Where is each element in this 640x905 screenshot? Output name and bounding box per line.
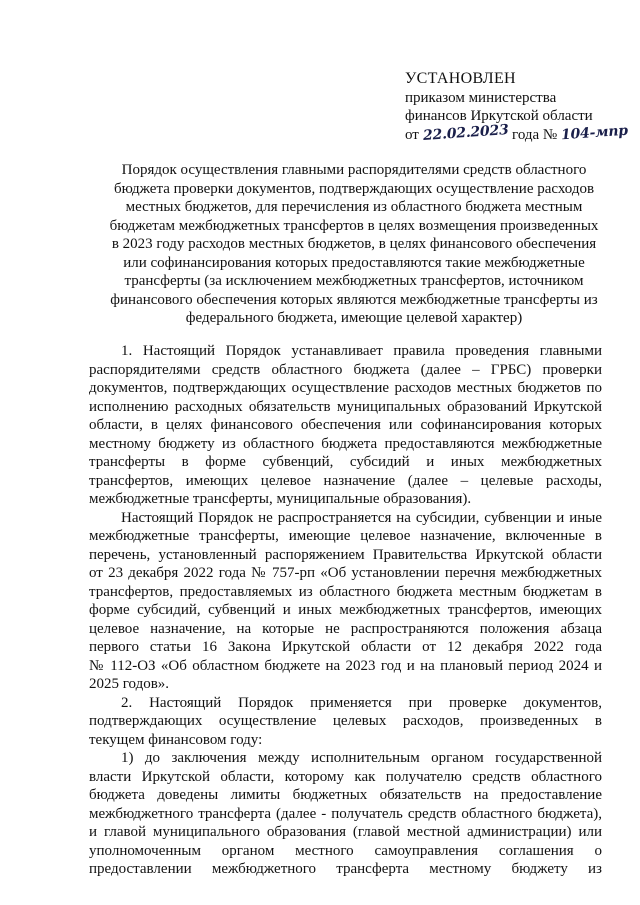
title-line: местных бюджетов, для перечисления из областного бюджета местным <box>125 199 583 215</box>
body-line: 2025 годов». <box>89 676 170 692</box>
title-line: или софинансирования которых предоставляются такие межбюджетные <box>123 254 585 271</box>
body-line: межбюджетного трансферта (далее - получатель средств областного бюджета), <box>89 805 602 822</box>
title-line: Порядок осуществления главными распорядителями средств областного <box>121 162 587 178</box>
body-line: 1. Настоящий Порядок устанавливает правила проведения главными <box>121 343 602 359</box>
title-line: федерального бюджета, имеющие целевой характер) <box>185 310 523 326</box>
body-line: местному бюджету из областного бюджета предоставляются межбюджетные <box>89 435 602 452</box>
body-line: целевое назначение, на которые не распространяются положения абзаца <box>89 620 602 637</box>
title-line: бюджетам межбюджетных трансфертов в целях возмещения произведенных <box>109 217 599 234</box>
body-line: власти Иркутской области, которому как получателю средств областного <box>89 768 602 785</box>
body-line: предоставлении межбюджетного трансферта местному бюджету из <box>89 861 602 877</box>
title-line: бюджета проверки документов, подтверждающих осуществление расходов <box>113 180 595 197</box>
document-body <box>89 342 602 879</box>
document-title <box>88 161 620 328</box>
body-line: первого статьи 16 Закона Иркутской области от 12 декабря 2022 года <box>89 639 602 655</box>
handwritten-order-number: 104-мпр <box>560 122 629 143</box>
body-line: трансферты в форме субвенций, субсидий и иных межбюджетных <box>89 454 602 470</box>
title-line: в 2023 году расходов местных бюджетов, в целях финансового обеспечения <box>111 236 597 252</box>
approval-date-line <box>405 121 629 145</box>
body-line: текущем финансовом году: <box>89 731 263 748</box>
body-line: трансфертов, имеющих целевое назначение (далее – целевые расходы, <box>89 472 602 489</box>
body-line: межбюджетные трансферты, муниципальные образования). <box>89 491 472 507</box>
body-line: распорядителями средств областного бюджета (далее – ГРБС) проверки <box>89 361 602 378</box>
approval-line-1: приказом министерства <box>405 89 557 106</box>
body-line: перечень, установленный распоряжением Правительства Иркутской области <box>89 546 602 563</box>
body-line: трансфертов, предоставляемых из областного бюджета местным бюджетам в <box>89 583 602 600</box>
approval-ot: от <box>405 126 419 143</box>
body-line: межбюджетные трансферты, имеющие целевое назначение, включенные в <box>89 528 602 544</box>
body-line: форме субсидий, субвенций и иных межбюджетных трансфертов, имеющих <box>89 602 602 618</box>
body-line: и главой муниципального образования (главой местной администрации) или <box>89 824 602 840</box>
handwritten-date: 22.02.2023 <box>422 121 509 144</box>
body-line: подтверждающих осуществление целевых расходов, произведенных в <box>89 713 602 729</box>
body-line: бюджета доведены лимиты бюджетных обязательств на предоставление <box>89 787 602 803</box>
approval-goda-no: года № <box>512 126 558 143</box>
body-line: уполномоченным органом местного самоуправления соглашения о <box>89 842 602 859</box>
body-line: исполнению расходных обязательств муниципальных образований Иркутской <box>89 398 602 415</box>
body-line: 2. Настоящий Порядок применяется при проверке документов, <box>121 694 602 711</box>
title-line: финансового обеспечения которых являются межбюджетные трансферты из <box>110 291 598 308</box>
title-line: трансферты (за исключением межбюджетных трансфертов, источником <box>124 273 584 289</box>
approval-heading: УСТАНОВЛЕН <box>405 70 516 87</box>
body-line: документов, подтверждающих осуществление расходов местных бюджетов по <box>89 380 602 396</box>
body-line: от 23 декабря 2022 года № 757-рп «Об установлении перечня межбюджетных <box>89 565 602 581</box>
body-line: области, в целях финансового обеспечения или софинансирования которых <box>89 417 602 433</box>
approval-stamp-block <box>405 70 629 144</box>
body-line: 1) до заключения между исполнительным органом государственной <box>121 750 602 766</box>
body-line: Настоящий Порядок не распространяется на субсидии, субвенции и иные <box>121 509 602 526</box>
approval-line-2: финансов Иркутской области <box>405 108 593 124</box>
body-line: № 112-ОЗ «Об областном бюджете на 2023 год и на плановый период 2024 и <box>89 657 602 674</box>
